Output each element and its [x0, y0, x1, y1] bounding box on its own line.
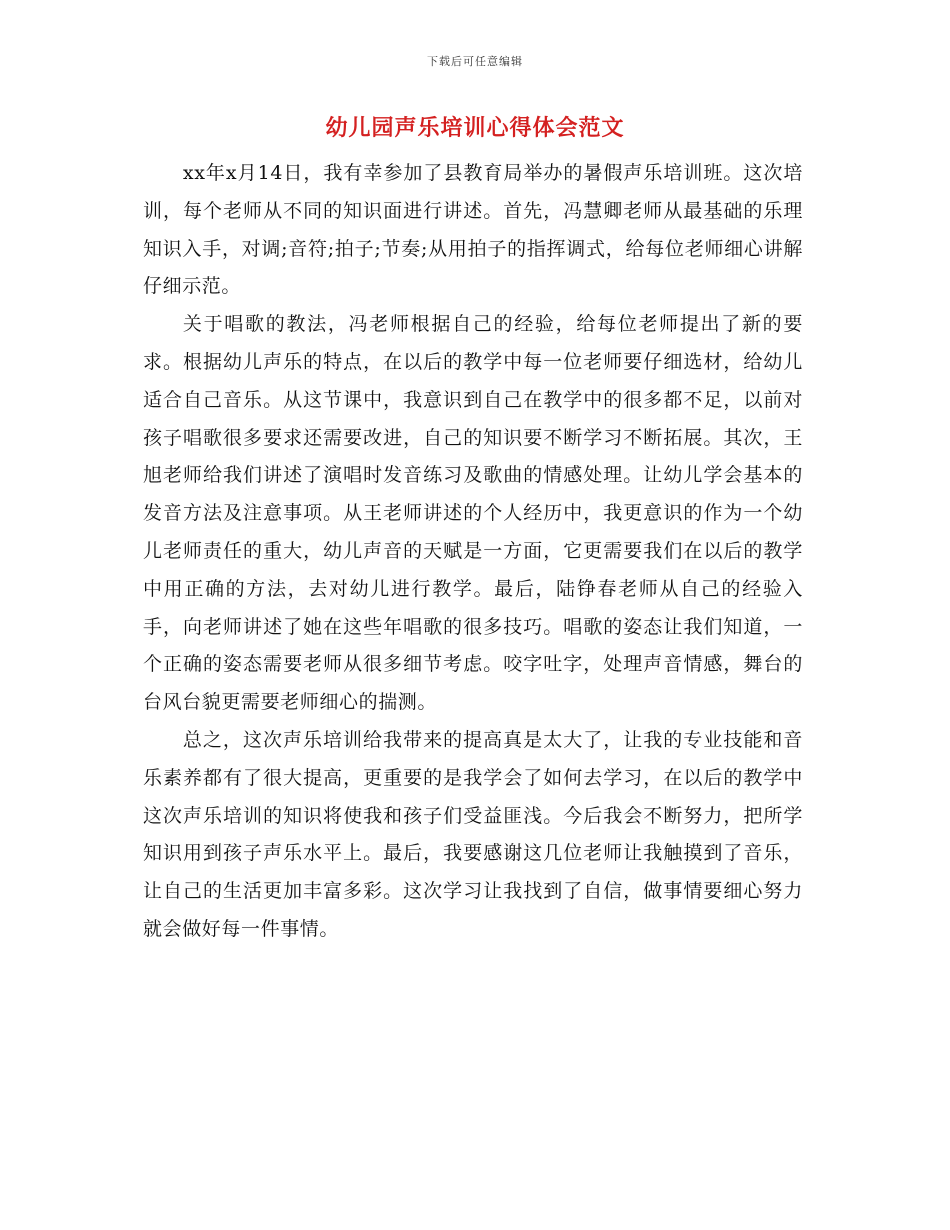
paragraph-1: xx年x月14日，我有幸参加了县教育局举办的暑假声乐培训班。这次培训，每个老师从不同的知识面进行讲述。首先，冯慧卿老师从最基础的乐理知识入手，对调;音符;拍子;节奏;从用拍子的指挥调式，给每位老师细心讲解仔细示范。 [143, 162, 803, 298]
document-body [143, 155, 803, 949]
document-title: 幼儿园声乐培训心得体会范文 [325, 115, 625, 141]
paragraph-3: 总之，这次声乐培训给我带来的提高真是太大了，让我的专业技能和音乐素养都有了很大提高，更重要的是我学会了如何去学习，在以后的教学中这次声乐培训的知识将使我和孩子们受益匪浅。今后我会不断努力，把所学知识用到孩子声乐水平上。最后，我要感谢这几位老师让我触摸到了音乐，让自己的生活更加丰富多彩。这次学习让我找到了自信，做事情要细心努力就会做好每一件事情。 [143, 728, 803, 940]
header-note: 下载后可任意编辑 [427, 55, 523, 68]
paragraph-2: 关于唱歌的教法，冯老师根据自己的经验，给每位老师提出了新的要求。根据幼儿声乐的特点，在以后的教学中每一位老师要仔细选材，给幼儿适合自己音乐。从这节课中，我意识到自己在教学中的很多都不足，以前对孩子唱歌很多要求还需要改进，自己的知识要不断学习不断拓展。其次，王旭老师给我们讲述了演唱时发音练习及歌曲的情感处理。让幼儿学会基本的发音方法及注意事项。从王老师讲述的个人经历中，我更意识的作为一个幼儿老师责任的重大，幼儿声音的天赋是一方面，它更需要我们在以后的教学中用正确的方法，去对幼儿进行教学。最后，陆铮春老师从自己的经验入手，向老师讲述了她在这些年唱歌的很多技巧。唱歌的姿态让我们知道，一个正确的姿态需要老师从很多细节考虑。咬字吐字，处理声音情感，舞台的台风台貌更需要老师细心的揣测。 [143, 313, 803, 714]
